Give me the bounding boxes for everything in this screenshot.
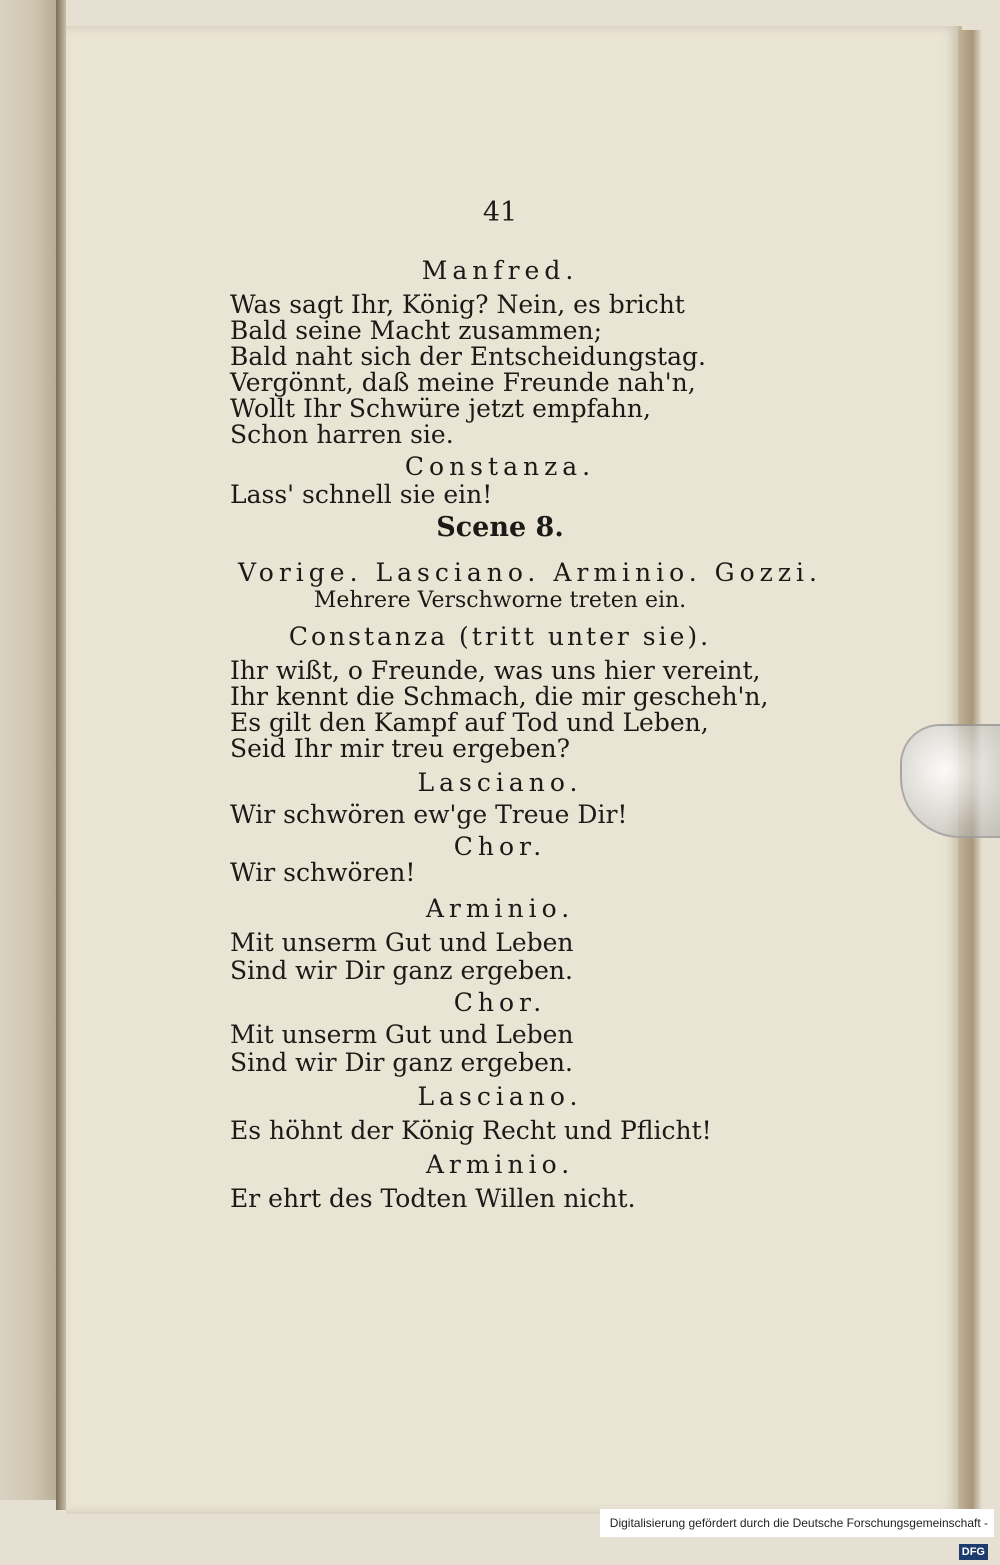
verse-line: Schon harren sie. [230,420,454,449]
verse-line: Lass' schnell sie ein! [230,480,493,509]
digitization-footer [600,1509,994,1558]
verse-line: Seid Ihr mir treu ergeben? [230,734,571,763]
stage-direction: Vorige. Lasciano. Arminio. Gozzi. [238,558,822,587]
scene-heading: Scene 8. [436,512,564,543]
verse-line: Was sagt Ihr, König? Nein, es bricht [230,290,685,319]
verse-line: Sind wir Dir ganz ergeben. [230,956,573,985]
verse-line: Wir schwören! [230,858,416,887]
verse-line: Ihr kennt die Schmach, die mir gescheh'n, [230,682,769,711]
footer-text: Digitalisierung gefördert durch die Deutsche Forschungsgemeinschaft - [609,1516,988,1530]
dfg-logo: DFG [959,1544,988,1560]
verse-line: Mit unserm Gut und Leben [230,928,574,957]
verse-line: Ihr wißt, o Freunde, was uns hier vereint, [230,656,761,685]
speaker-heading: Lasciano. [417,1082,583,1111]
verse-line: Vergönnt, daß meine Freunde nah'n, [230,368,696,397]
verse-line: Bald naht sich der Entscheidungstag. [230,342,706,371]
verse-line: Wollt Ihr Schwüre jetzt empfahn, [230,394,651,423]
speaker-heading: Arminio. [425,1150,575,1179]
verse-line: Es höhnt der König Recht und Pflicht! [230,1116,712,1145]
speaker-heading: Arminio. [425,894,575,923]
verse-line: Sind wir Dir ganz ergeben. [230,1048,573,1077]
verse-line: Bald seine Macht zusammen; [230,316,603,345]
verse-line: Mit unserm Gut und Leben [230,1020,574,1049]
speaker-heading: Constanza. [404,452,596,481]
speaker-heading: Constanza (tritt unter sie). [288,622,712,651]
speaker-heading: Lasciano. [417,768,583,797]
page-number: 41 [482,197,518,228]
stage-note: Mehrere Verschworne treten ein. [313,588,687,613]
verse-line: Wir schwören ew'ge Treue Dir! [230,800,628,829]
speaker-heading: Chor. [453,832,547,861]
verse-line: Es gilt den Kampf auf Tod und Leben, [230,708,709,737]
verse-line: Er ehrt des Todten Willen nicht. [230,1184,636,1213]
speaker-heading: Chor. [453,988,547,1017]
speaker-heading: Manfred. [421,256,579,285]
